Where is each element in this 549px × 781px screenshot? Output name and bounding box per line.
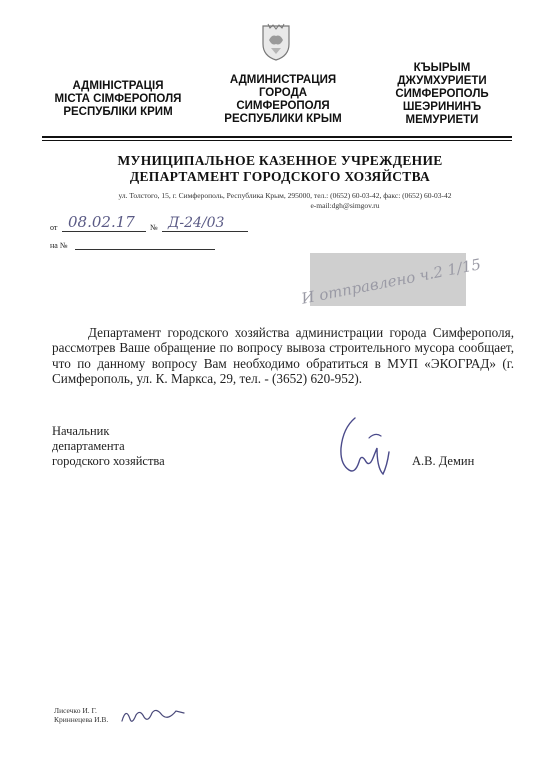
- reference-number-field: [162, 217, 248, 232]
- header-center-line: АДМИНИСТРАЦИЯ: [229, 74, 337, 86]
- header-left-line: МІСТА СІМФЕРОПОЛЯ: [54, 93, 182, 105]
- handwritten-signature: [325, 408, 405, 488]
- contact-email-line: e-mail:dgh@simgov.ru: [310, 201, 380, 210]
- header-center-line: СИМФЕРОПОЛЯ: [236, 100, 330, 112]
- header-left-line: АДМІНІСТРАЦІЯ: [72, 80, 164, 92]
- reference-date-field: [62, 213, 146, 232]
- letter-body-paragraph: [52, 325, 514, 387]
- handwritten-annotation: И отправлено ч.2 1/15: [300, 255, 483, 308]
- header-right-line: СИМФЕРОПОЛЬ: [395, 88, 489, 100]
- header-right-line: КЪЫРЫМ: [413, 62, 471, 74]
- header-divider-thin: [42, 140, 512, 141]
- header-center-russian: [208, 74, 358, 126]
- signer-title-line: департамента: [52, 439, 125, 453]
- reference-from-row: [50, 213, 310, 234]
- signer-title-line: городского хозяйства: [52, 454, 165, 468]
- executor-line-1: Лисечко И. Г.: [54, 706, 97, 715]
- header-center-line: ГОРОДА: [258, 87, 308, 99]
- header-right-crimean-tatar: [372, 62, 512, 127]
- reference-from-label: от: [50, 223, 58, 232]
- header-right-line: ДЖУМХУРИЕТИ: [397, 75, 487, 87]
- header-right-line: МЕМУРИЕТИ: [405, 114, 479, 126]
- contact-address-line: ул. Толстого, 15, г. Симферополь, Республика Крым, 295000, тел.: (0652) 60-03-42, факс: (0652) 60-03-42: [118, 191, 452, 200]
- letter-body-text: Департамент городского хозяйства администрации города Симферополя, рассмотрев Ваше обращение по вопросу вывоза строительного мусора сообщает, что по данному вопросу Вам необходимо обратиться в МУП «ЭКОГРАД» (г. Симферополь, ул. К. Маркса, 29, тел. - (3652) 620-952).: [52, 325, 514, 387]
- header-right-line: ШЕЭРИНИНЪ: [402, 101, 482, 113]
- reference-number-label: №: [150, 223, 158, 232]
- executor-line-2: Криннецева И.В.: [54, 715, 109, 724]
- executor-handwritten-mark: [118, 703, 188, 727]
- organization-line-1: МУНИЦИПАЛЬНОЕ КАЗЕННОЕ УЧРЕЖДЕНИЕ: [117, 153, 443, 168]
- reference-date-handwritten: 08.02.17: [68, 213, 135, 231]
- header-left-ukrainian: [48, 80, 188, 119]
- reference-on-label: на №: [50, 241, 68, 250]
- reference-number-handwritten: Д-24/03: [168, 215, 225, 231]
- header-divider-thick: [42, 136, 512, 138]
- signer-name: А.В. Демин: [412, 454, 475, 468]
- signer-title-line: Начальник: [52, 424, 110, 438]
- organization-name: [40, 153, 520, 185]
- header-left-line: РЕСПУБЛІКИ КРИМ: [63, 106, 173, 118]
- signer-title: [52, 424, 252, 469]
- organization-contacts: [70, 191, 500, 211]
- organization-line-2: ДЕПАРТАМЕНТ ГОРОДСКОГО ХОЗЯЙСТВА: [129, 169, 431, 184]
- coat-of-arms-emblem: [260, 22, 292, 62]
- reference-on-field: [75, 237, 215, 250]
- reference-on-row: [50, 238, 250, 252]
- header-center-line: РЕСПУБЛИКИ КРЫМ: [224, 113, 342, 125]
